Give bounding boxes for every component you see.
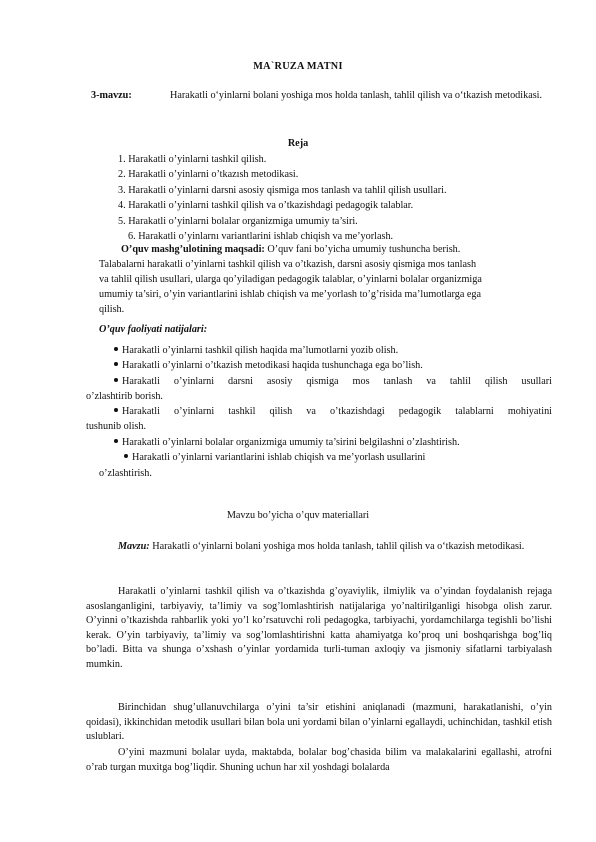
- bullet-icon: [114, 347, 118, 351]
- body-paragraph: O’yini mazmuni bolalar uyda, maktabda, bolalar bog’chasida bilim va malakalarini egallashi, atrofni o’rab turgan muxitga bog’liqdir. Shuning uchun har xil yoshdagi bolalarda: [86, 747, 552, 773]
- goal-text: O’quv fani bo’yicha umumiy tushuncha berish.: [264, 244, 461, 255]
- bullet-icon: [114, 362, 118, 366]
- materials-heading: Mavzu bo’yicha o’quv materiallari: [226, 510, 370, 521]
- result-item: Harakatli o’yinlarni tashkil qilish va o’tkazishdagi pedagogik talablarni mohiyatini: [114, 405, 552, 420]
- plan-item: 4. Harakatli o’yinlarni tashkil qilish va o’tkazishdagi pedagogik talablar.: [118, 200, 414, 212]
- result-item: Harakatli o’yinlarni tashkil qilish haqida ma’lumotlarni yozib olish.: [114, 344, 398, 359]
- plan-item: 6. Harakatli o’yinlarnı variantlarini ishlab chiqish va me’yorlash.: [128, 230, 394, 242]
- body-paragraph: Birinchidan shug’ullanuvchilarga o’yini ta’sir etishini aniqlanadi (mazmuni, harakatlanishi, o’yin qoidasi), ikkinchidan metodik usullari bilan bola uni yordami bilan o’yinlarni egallaydi, uchinchidan, tashkil etish uslublari.: [86, 702, 552, 743]
- goal-line: qilish.: [99, 304, 125, 315]
- bullet-icon: [114, 408, 118, 412]
- result-item: Harakatli o’yinlarni bolalar organizmiga umumiy ta’sirini belgilashni o’zlashtirish.: [114, 436, 460, 451]
- results-heading: O’quv faoliyati natijalari:: [99, 324, 208, 335]
- result-item-cont: o’zlashtirish.: [99, 468, 152, 479]
- result-item-cont: o’zlashtirib borish.: [86, 391, 163, 402]
- goal-line: Talabalarni harakatli o’yinlarni tashkil qilish va o’tkazish, darsni asosiy qismiga mos tanlash: [99, 259, 477, 270]
- body-paragraph: Harakatli o’yinlarni tashkil qilish va o’tkazishda g’oyaviylik, ilmiylik va o’yindan foydalanish rejaga asoslanganligini, tarbiyaviy, ta’limiy va sog’lomlashtirish natijalariga yo’naltirilganligi hisobga olish zarur. O’yinni o’tkazishda rahbarlik yoki yo’l ko’rsatuvchi roli pedagogka, tarbiyachi, yordamchilarga tegishli bo’lishi kerak. O’yin tarbiyaviy, ta’limiy va sog’lomlashtirishni katta ahamiyatga ko’proq uni boshqarishga bog’liq bo’ladi. Bitta va shunga o’xshash o’yinlar yordamida turli-tuman axloqiy va jismoniy sifatlarni tarbiyalash mumkin.: [86, 586, 552, 670]
- goal-label: O’quv mashg’ulotining maqsadi:: [121, 244, 265, 255]
- topic-repeat-paragraph: [86, 540, 552, 555]
- plan-heading: Reja: [287, 138, 309, 149]
- bullet-icon: [114, 439, 118, 443]
- bullet-icon: [124, 454, 128, 458]
- plan-item: 3. Harakatli o’yinlarni darsni asosiy qismiga mos tanlash va tahlil qilish usullari.: [118, 184, 447, 196]
- topic-number: 3-mavzu:: [91, 90, 132, 101]
- goal-line: va tahlil qilish usullari, ularga qo’yiladigan pedagogik talablar, o’yinlarni bolalar organizmiga: [99, 274, 482, 285]
- plan-item: 2. Harakatli o’yinlarni o’tkazısh metodikasi.: [118, 169, 299, 181]
- result-item: Harakatli o’yinlarni o’tkazish metodikasi haqida tushunchaga ega bo’lish.: [114, 359, 423, 374]
- goal-line: umumiy ta’siri, o’yin variantlarini ishlab chiqish va me’yorlash to’g’risida ma’lumotlarga ega: [99, 289, 482, 300]
- topic-text: Harakatli o‘yinlarni bolani yoshiga mos holda tanlash, tahlil qilish va o‘tkazish metodikasi.: [170, 90, 543, 101]
- result-item: Harakatli o’yinlarni variantlarini ishlab chiqish va me’yorlash usullarini: [124, 451, 425, 466]
- plan-list: [118, 152, 447, 244]
- topic-repeat-text: Harakatli o‘yinlarni bolani yoshiga mos holda tanlash, tahlil qilish va o‘tkazish metodikasi.: [149, 541, 525, 552]
- topic-label: Mavzu:: [118, 541, 150, 552]
- page-title: MA`RUZA MATNI: [253, 61, 343, 72]
- goal-line-first: [121, 243, 460, 258]
- plan-item: 5. Harakatli o’yinlarni bolalar organizmiga umumiy ta’siri.: [118, 215, 358, 227]
- plan-item: 1. Harakatli o’yinlarni tashkil qilish.: [118, 154, 267, 165]
- result-item: Harakatli o’yinlarni darsni asosiy qismiga mos tanlash va tahlil qilish usullari: [114, 375, 552, 390]
- bullet-icon: [114, 378, 118, 382]
- result-item-cont: tushunib olish.: [86, 421, 147, 432]
